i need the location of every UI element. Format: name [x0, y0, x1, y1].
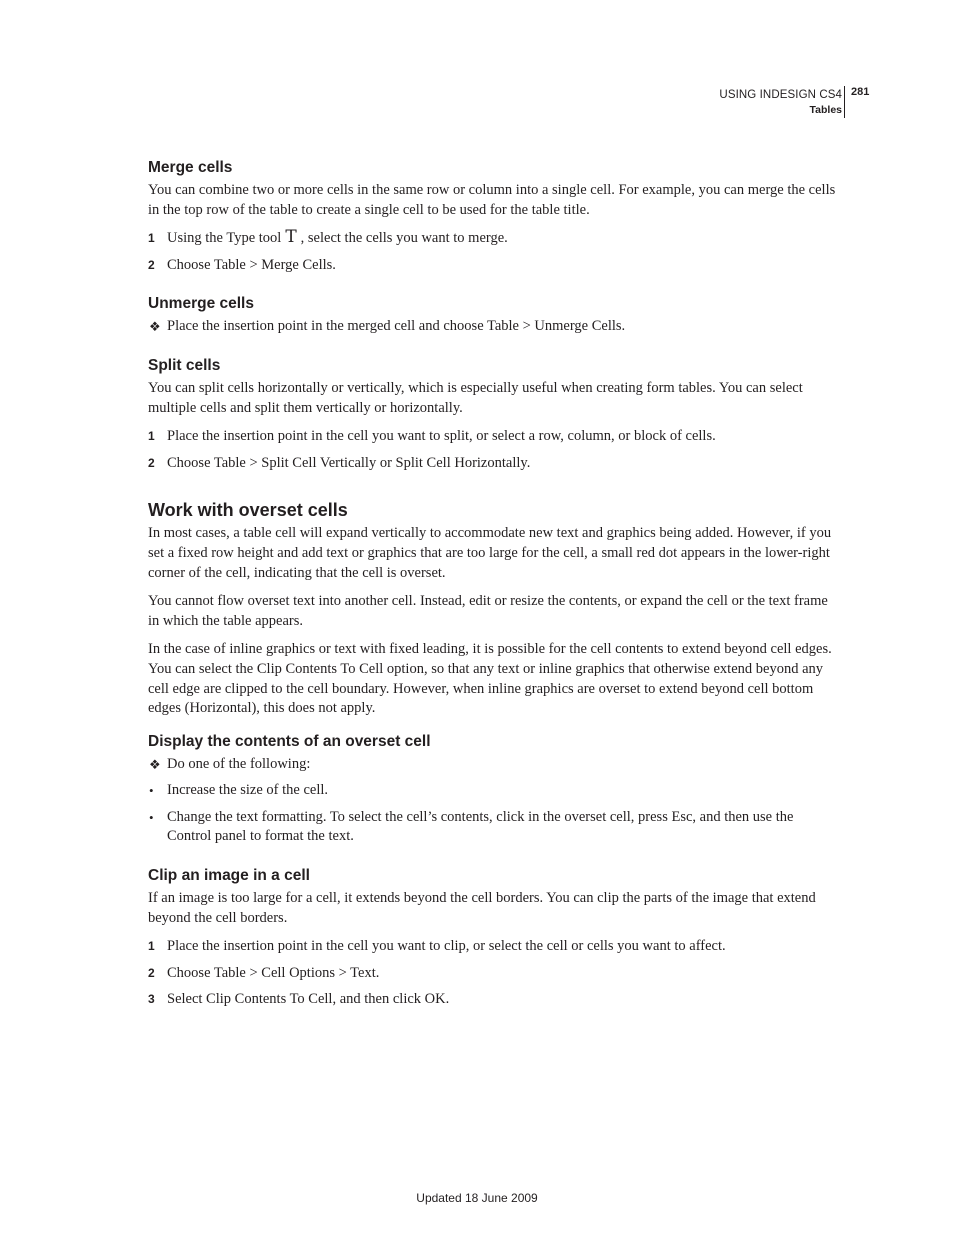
- heading-merge-cells: Merge cells: [148, 159, 233, 176]
- heading-unmerge-cells: Unmerge cells: [148, 295, 254, 313]
- book-title: USING INDESIGN CS4: [719, 89, 842, 101]
- step-text: Place the insertion point in the cell you want to split, or select a row, column, or block of cells.: [167, 428, 716, 445]
- round-bullet-icon: •: [149, 809, 154, 825]
- unmerge-step: [148, 317, 840, 337]
- step-text: Do one of the following:: [167, 755, 311, 772]
- step-number: 2: [148, 257, 155, 272]
- display-lead: [148, 755, 840, 775]
- section-merge-cells: [148, 158, 840, 275]
- display-item-1: [148, 781, 840, 801]
- running-header: [719, 87, 842, 117]
- header-divider: [844, 86, 845, 118]
- type-tool-icon: T: [285, 227, 297, 248]
- diamond-bullet-icon: ❖: [149, 319, 161, 335]
- step-number: 1: [148, 939, 155, 954]
- page-body: [148, 158, 840, 1017]
- item-text: Change the text formatting. To select the cell’s contents, click in the overset cell, press Esc, and then use the Control panel to format the text.: [167, 808, 794, 845]
- split-intro: You can split cells horizontally or vertically, which is especially useful when creating form tables. You can select multiple cells and split them vertically or horizontally.: [148, 379, 803, 416]
- page-footer: Updated 18 June 2009: [416, 1191, 538, 1205]
- step-text: Place the insertion point in the cell you want to clip, or select the cell or cells you want to affect.: [167, 938, 726, 955]
- section-unmerge-cells: [148, 294, 840, 337]
- overset-paragraph-2: You cannot flow overset text into another cell. Instead, edit or resize the contents, or expand the cell or the text frame in which the table appears.: [148, 593, 828, 629]
- step-text-before: Using the Type tool: [167, 230, 282, 247]
- clip-step-3: [148, 990, 840, 1010]
- merge-step-1: [148, 229, 840, 249]
- overset-paragraph-1: In most cases, a table cell will expand vertically to accommodate new text and graphics being added. However, if you set a fixed row height and add text or graphics that are too large for the cell, a small red dot appears in the lower-right corner of the cell, indicating that the cell is overset.: [148, 525, 832, 581]
- step-number: 1: [148, 429, 155, 444]
- clip-step-1: [148, 937, 840, 957]
- heading-work-with-overset-cells: Work with overset cells: [148, 500, 348, 521]
- step-text: Place the insertion point in the merged cell and choose Table > Unmerge Cells.: [167, 318, 626, 335]
- merge-step-2: [148, 256, 840, 276]
- step-number: 2: [148, 965, 155, 980]
- page-number: 281: [851, 86, 870, 98]
- step-text: Choose Table > Split Cell Vertically or Split Cell Horizontally.: [167, 454, 531, 471]
- step-text-after: , select the cells you want to merge.: [300, 230, 508, 247]
- merge-intro: You can combine two or more cells in the same row or column into a single cell. For example, you can merge the cells in the top row of the table to create a single cell to be used for the table title.: [148, 182, 836, 218]
- heading-clip-image: Clip an image in a cell: [148, 867, 310, 885]
- section-display-overset: [148, 732, 840, 847]
- section-overset-cells: [148, 498, 840, 718]
- overset-paragraph-3: In the case of inline graphics or text with fixed leading, it is possible for the cell contents to extend beyond cell edges. You can select the Clip Contents To Cell option, so that any text or inline graphics that otherwise extend beyond any cell edge are clipped to the cell boundary. However, when inline graphics are overset to extend beyond cell bottom edges (Horizontal), this does not apply.: [148, 641, 832, 717]
- heading-split-cells: Split cells: [148, 356, 221, 374]
- step-text: Choose Table > Merge Cells.: [167, 256, 336, 273]
- step-text: Select Clip Contents To Cell, and then click OK.: [167, 991, 450, 1008]
- step-number: 2: [148, 455, 155, 470]
- clip-step-2: [148, 964, 840, 984]
- diamond-bullet-icon: ❖: [149, 756, 161, 772]
- round-bullet-icon: •: [149, 783, 154, 799]
- item-text: Increase the size of the cell.: [167, 782, 329, 799]
- clip-intro: If an image is too large for a cell, it extends beyond the cell borders. You can clip the parts of the image that extend beyond the cell borders.: [148, 890, 816, 926]
- step-number: 3: [148, 992, 155, 1007]
- heading-display-overset: Display the contents of an overset cell: [148, 732, 431, 750]
- display-item-2: [148, 808, 840, 847]
- split-step-2: [148, 454, 840, 474]
- section-split-cells: [148, 356, 840, 473]
- chapter-title: Tables: [809, 104, 842, 116]
- step-text: Choose Table > Cell Options > Text.: [167, 964, 380, 981]
- split-step-1: [148, 427, 840, 447]
- step-number: 1: [148, 231, 155, 246]
- section-clip-image: [148, 866, 840, 1010]
